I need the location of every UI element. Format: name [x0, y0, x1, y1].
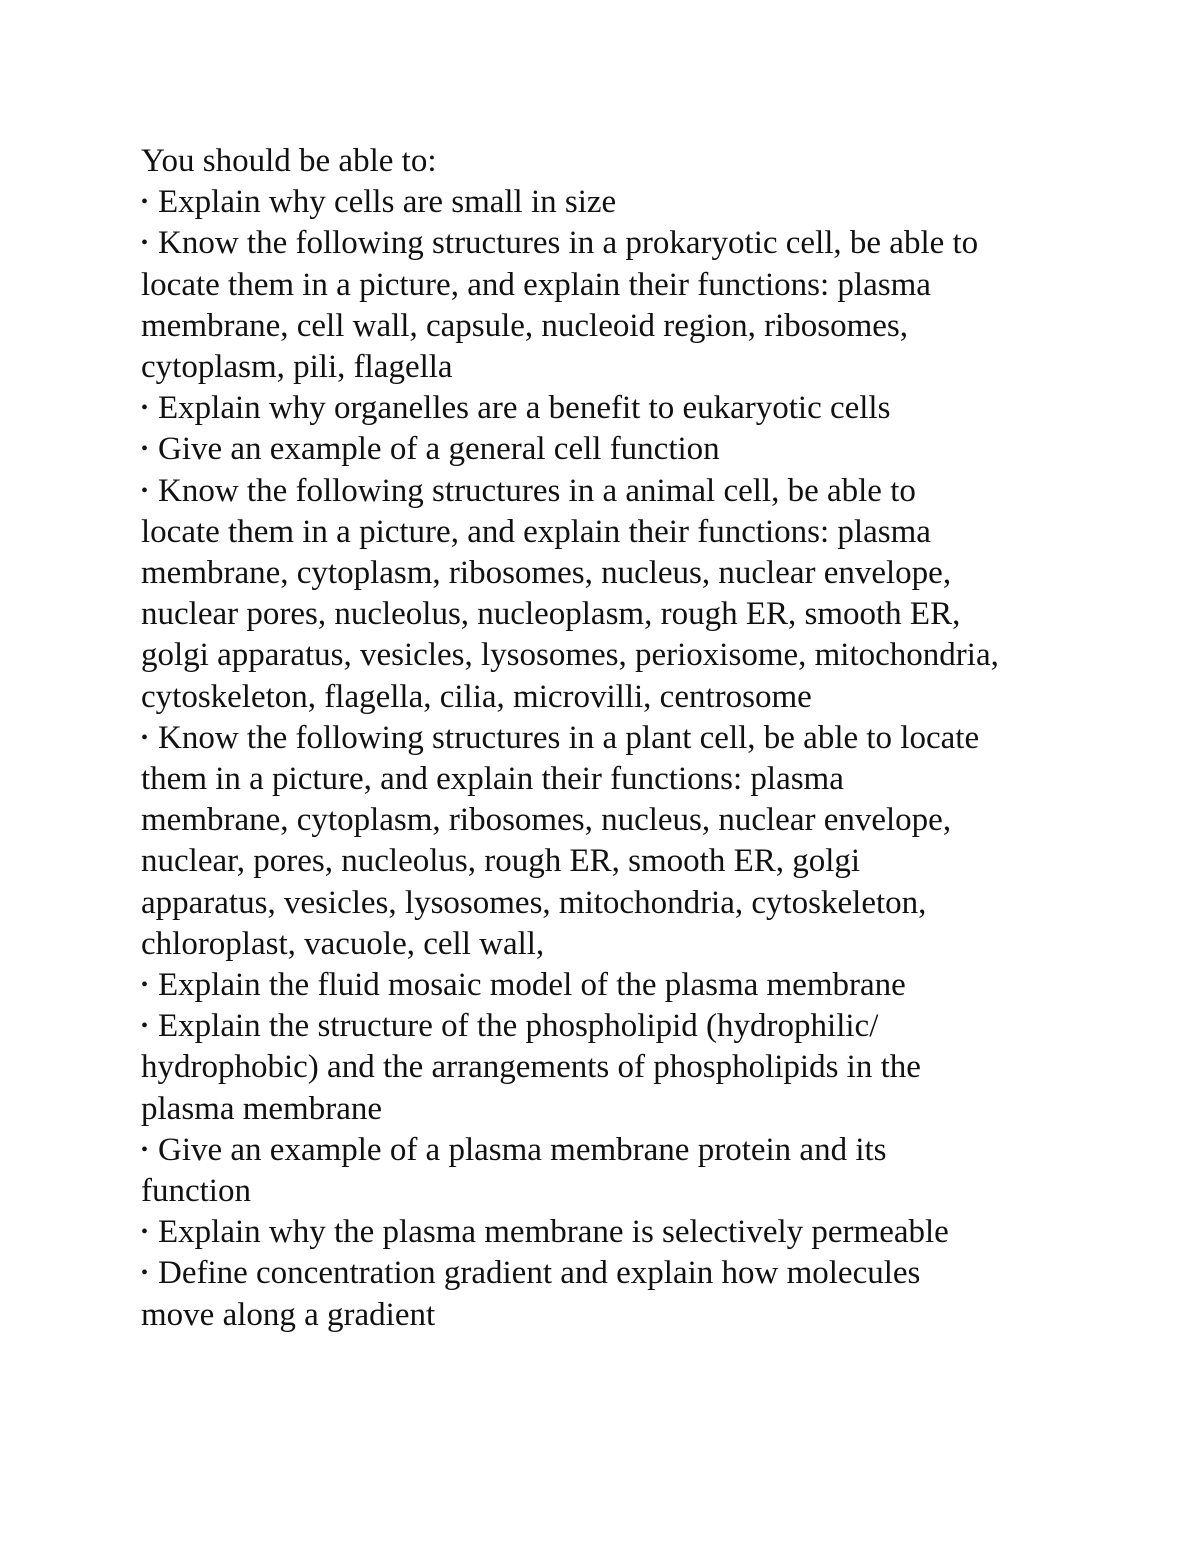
bullet-item-line — [141, 1212, 1101, 1253]
line-text: Explain why the plasma membrane is selectively permeable — [158, 1214, 949, 1251]
continuation-line — [141, 1171, 1101, 1212]
line-text: Give an example of a plasma membrane protein and its — [158, 1131, 887, 1168]
bullet-icon: • — [141, 438, 149, 461]
line-text: locate them in a picture, and explain their functions: plasma — [141, 513, 931, 550]
bullet-icon: • — [141, 479, 149, 502]
continuation-line — [141, 677, 1101, 718]
bullet-icon: • — [141, 397, 149, 420]
bullet-item-line — [141, 965, 1101, 1006]
continuation-line — [141, 306, 1101, 347]
bullet-icon: • — [141, 726, 149, 749]
bullet-icon: • — [141, 974, 149, 997]
bullet-icon: • — [141, 1262, 149, 1285]
line-text: nuclear, pores, nucleolus, rough ER, smooth ER, golgi — [141, 843, 861, 880]
line-text: Define concentration gradient and explain how molecules — [158, 1255, 921, 1292]
line-text: You should be able to: — [141, 143, 437, 179]
continuation-line — [141, 265, 1101, 306]
continuation-line — [141, 1295, 1101, 1336]
bullet-item-line — [141, 1006, 1101, 1047]
bullet-item-line — [141, 471, 1101, 512]
continuation-line — [141, 800, 1101, 841]
line-text: function — [141, 1173, 251, 1210]
line-text: plasma membrane — [141, 1090, 382, 1127]
continuation-line — [141, 924, 1101, 965]
line-text: Explain why cells are small in size — [158, 184, 617, 221]
bullet-icon: • — [141, 1015, 149, 1038]
continuation-line — [141, 759, 1101, 800]
line-text: chloroplast, vacuole, cell wall, — [141, 925, 545, 962]
continuation-line — [141, 841, 1101, 882]
continuation-line — [141, 512, 1101, 553]
line-text: membrane, cytoplasm, ribosomes, nucleus, nuclear envelope, — [141, 555, 952, 592]
bullet-item-line — [141, 1253, 1101, 1294]
line-text: them in a picture, and explain their functions: plasma — [141, 761, 844, 798]
continuation-line — [141, 594, 1101, 635]
line-text: membrane, cell wall, capsule, nucleoid region, ribosomes, — [141, 307, 909, 344]
line-text: golgi apparatus, vesicles, lysosomes, perioxisome, mitochondria, — [141, 637, 999, 674]
bullet-item-line — [141, 388, 1101, 429]
line-text: cytoskeleton, flagella, cilia, microvilli, centrosome — [141, 678, 812, 715]
line-text: Give an example of a general cell function — [158, 431, 720, 468]
line-text: apparatus, vesicles, lysosomes, mitochondria, cytoskeleton, — [141, 884, 927, 921]
bullet-icon: • — [141, 1138, 149, 1161]
continuation-line — [141, 635, 1101, 676]
line-text: membrane, cytoplasm, ribosomes, nucleus, nuclear envelope, — [141, 802, 952, 839]
line-text: Know the following structures in a prokaryotic cell, be able to — [158, 225, 979, 262]
bullet-item-line — [141, 718, 1101, 759]
line-text: cytoplasm, pili, flagella — [141, 349, 453, 386]
line-text: Explain the fluid mosaic model of the plasma membrane — [158, 967, 906, 1004]
bullet-item-line — [141, 429, 1101, 470]
bullet-icon: • — [141, 1221, 149, 1244]
line-text: move along a gradient — [141, 1296, 436, 1333]
bullet-icon: • — [141, 232, 149, 255]
continuation-line — [141, 1047, 1101, 1088]
line-text: Know the following structures in a plant cell, be able to locate — [158, 719, 980, 756]
bullet-item-line — [141, 182, 1101, 223]
line-text: Explain the structure of the phospholipid (hydrophilic/ — [158, 1008, 879, 1045]
line-text: nuclear pores, nucleolus, nucleoplasm, rough ER, smooth ER, — [141, 596, 961, 633]
continuation-line — [141, 883, 1101, 924]
document-intro-line — [141, 141, 1101, 182]
continuation-line — [141, 347, 1101, 388]
bullet-icon: • — [141, 191, 149, 214]
bullet-item-line — [141, 223, 1101, 264]
bullet-item-line — [141, 1130, 1101, 1171]
document-body — [141, 141, 1101, 1336]
line-text: Explain why organelles are a benefit to eukaryotic cells — [158, 390, 891, 427]
continuation-line — [141, 1089, 1101, 1130]
line-text: Know the following structures in a animal cell, be able to — [158, 472, 916, 509]
line-text: hydrophobic) and the arrangements of phospholipids in the — [141, 1049, 921, 1086]
line-text: locate them in a picture, and explain their functions: plasma — [141, 266, 931, 303]
continuation-line — [141, 553, 1101, 594]
